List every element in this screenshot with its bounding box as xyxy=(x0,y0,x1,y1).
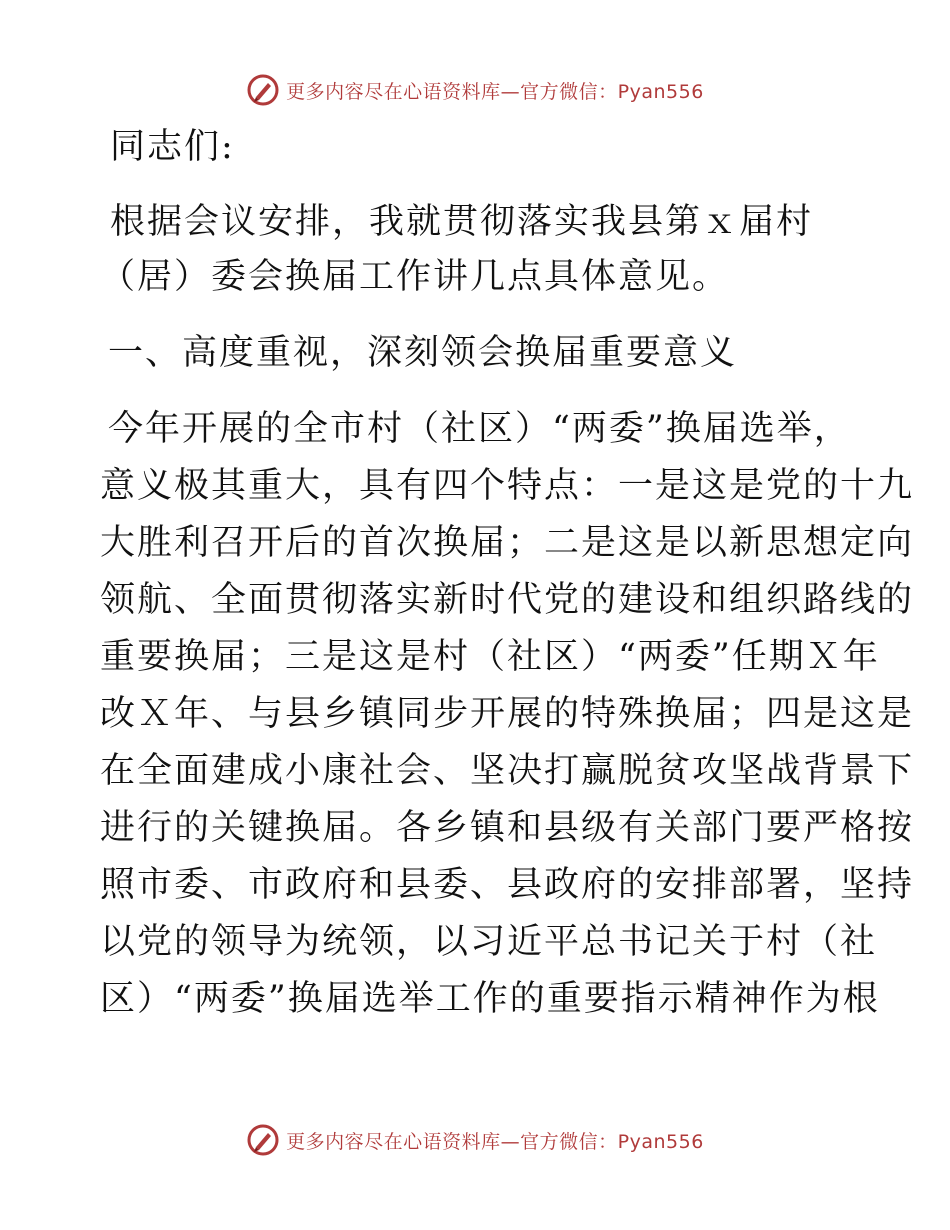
watermark-text: 更多内容尽在心语资料库—官方微信：Pyan556 xyxy=(286,80,704,103)
paragraph-line: 改Ｘ年、与县乡镇同步开展的特殊换届；四是这是 xyxy=(100,694,915,734)
footer-watermark xyxy=(0,1120,950,1160)
salutation: 同志们: xyxy=(110,127,235,167)
pen-logo-icon xyxy=(246,1123,280,1157)
paragraph-line: 区）“两委”换届选举工作的重要指示精神作为根 xyxy=(100,979,880,1019)
paragraph-line: 进行的关键换届。各乡镇和县级有关部门要严格按 xyxy=(100,808,915,848)
paragraph-line: 在全面建成小康社会、坚决打赢脱贫攻坚战背景下 xyxy=(100,751,915,791)
header-watermark xyxy=(0,70,950,110)
paragraph-line: 照市委、市政府和县委、县政府的安排部署，坚持 xyxy=(100,865,915,905)
section-heading: 一、高度重视，深刻领会换届重要意义 xyxy=(108,333,738,373)
intro-line: （居）委会换届工作讲几点具体意见。 xyxy=(100,257,730,297)
paragraph-line: 重要换届；三是这是村（社区）“两委”任期Ｘ年 xyxy=(100,637,880,677)
paragraph-line: 领航、全面贯彻落实新时代党的建设和组织路线的 xyxy=(100,580,915,620)
intro-line: 根据会议安排，我就贯彻落实我县第ｘ届村 xyxy=(110,202,814,242)
paragraph-line: 意义极其重大，具有四个特点：一是这是党的十九 xyxy=(100,466,915,506)
paragraph-line: 今年开展的全市村（社区）“两委”换届选举， xyxy=(108,409,851,449)
paragraph-line: 以党的领导为统领，以习近平总书记关于村（社 xyxy=(100,922,878,962)
pen-logo-icon xyxy=(246,73,280,107)
watermark-text: 更多内容尽在心语资料库—官方微信：Pyan556 xyxy=(286,1130,704,1153)
paragraph-line: 大胜利召开后的首次换届；二是这是以新思想定向 xyxy=(100,523,915,563)
